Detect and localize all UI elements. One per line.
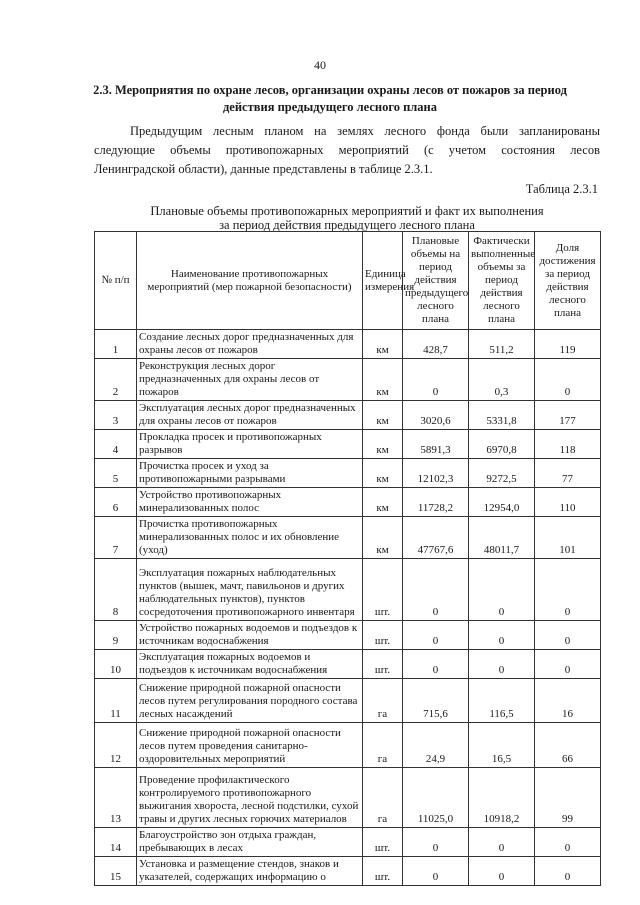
table-caption: [94, 204, 600, 232]
row-num: 10: [95, 650, 137, 679]
table-row: [95, 430, 601, 459]
header-name: Наименование противопожарных мероприятий (мер пожарной безопасности): [137, 232, 363, 330]
row-share: 110: [535, 488, 601, 517]
row-plan: 12102,3: [403, 459, 469, 488]
row-num: 8: [95, 559, 137, 621]
table-reference: Таблица 2.3.1: [525, 182, 598, 196]
row-name: Прочистка просек и уход за противопожарными разрывами: [137, 459, 363, 488]
row-plan: 0: [403, 857, 469, 886]
row-plan: 47767,6: [403, 517, 469, 559]
table-row: [95, 723, 601, 768]
row-unit: км: [363, 359, 403, 401]
row-unit: км: [363, 330, 403, 359]
row-name: Эксплуатация пожарных водоемов и подъездов к источникам водоснабжения: [137, 650, 363, 679]
row-name: Устройство пожарных водоемов и подъездов к источникам водоснабжения: [137, 621, 363, 650]
row-share: 0: [535, 359, 601, 401]
row-unit: км: [363, 488, 403, 517]
row-fact: 511,2: [469, 330, 535, 359]
table-row: [95, 828, 601, 857]
row-plan: 0: [403, 828, 469, 857]
table-row: [95, 768, 601, 828]
row-fact: 6970,8: [469, 430, 535, 459]
section-title: 2.3. Мероприятия по охране лесов, организации охраны лесов от пожаров за период действия предыдущего лесного плана: [93, 83, 567, 114]
row-name: Реконструкция лесных дорог предназначенных для охраны лесов от пожаров: [137, 359, 363, 401]
row-unit: км: [363, 517, 403, 559]
row-num: 4: [95, 430, 137, 459]
table-caption-line-2: за период действия предыдущего лесного плана: [219, 218, 475, 232]
row-num: 13: [95, 768, 137, 828]
table-row: [95, 857, 601, 886]
row-fact: 0: [469, 559, 535, 621]
row-name: Снижение природной пожарной опасности лесов путем проведения санитарно-оздоровительных мероприятий: [137, 723, 363, 768]
table-row: [95, 650, 601, 679]
row-share: 119: [535, 330, 601, 359]
row-unit: шт.: [363, 828, 403, 857]
row-name: Устройство противопожарных минерализованных полос: [137, 488, 363, 517]
row-num: 11: [95, 679, 137, 723]
table-row: [95, 488, 601, 517]
table-caption-line-1: Плановые объемы противопожарных мероприятий и факт их выполнения: [150, 204, 544, 218]
row-name: Проведение профилактического контролируемого противопожарного выжигания хвороста, лесной подстилки, сухой травы и других лесных горючих материалов: [137, 768, 363, 828]
row-fact: 5331,8: [469, 401, 535, 430]
row-plan: 0: [403, 621, 469, 650]
intro-text: Предыдущим лесным планом на землях лесного фонда были запланированы следующие объемы противопожарных мероприятий (с учетом состояния лесов Ленинградской области), данные представлены в таблице 2.3.1.: [94, 124, 600, 176]
row-num: 2: [95, 359, 137, 401]
row-num: 12: [95, 723, 137, 768]
table-row: [95, 330, 601, 359]
row-fact: 10918,2: [469, 768, 535, 828]
row-plan: 428,7: [403, 330, 469, 359]
row-num: 6: [95, 488, 137, 517]
row-fact: 0: [469, 621, 535, 650]
row-fact: 0: [469, 857, 535, 886]
row-share: 177: [535, 401, 601, 430]
row-share: 118: [535, 430, 601, 459]
table-row: [95, 559, 601, 621]
fire-measures-table: [94, 231, 601, 886]
row-share: 0: [535, 621, 601, 650]
row-share: 0: [535, 559, 601, 621]
row-share: 101: [535, 517, 601, 559]
row-plan: 11728,2: [403, 488, 469, 517]
row-share: 16: [535, 679, 601, 723]
row-name: Эксплуатация лесных дорог предназначенных для охраны лесов от пожаров: [137, 401, 363, 430]
row-num: 7: [95, 517, 137, 559]
row-fact: 16,5: [469, 723, 535, 768]
row-num: 1: [95, 330, 137, 359]
row-share: 0: [535, 828, 601, 857]
table-row: [95, 459, 601, 488]
table-row: [95, 679, 601, 723]
row-unit: км: [363, 401, 403, 430]
row-fact: 0: [469, 650, 535, 679]
table-body: [95, 330, 601, 886]
row-num: 5: [95, 459, 137, 488]
row-share: 99: [535, 768, 601, 828]
row-share: 77: [535, 459, 601, 488]
row-plan: 715,6: [403, 679, 469, 723]
row-unit: шт.: [363, 559, 403, 621]
intro-paragraph: [94, 122, 600, 179]
header-num: № п/п: [95, 232, 137, 330]
row-fact: 9272,5: [469, 459, 535, 488]
row-name: Эксплуатация пожарных наблюдательных пунктов (вышек, мачт, павильонов и других наблюдательных пунктов), пунктов сосредоточения противопожарного инвентаря: [137, 559, 363, 621]
row-name: Прокладка просек и противопожарных разрывов: [137, 430, 363, 459]
table-row: [95, 401, 601, 430]
row-unit: км: [363, 459, 403, 488]
table-row: [95, 621, 601, 650]
row-name: Прочистка противопожарных минерализованных полос и их обновление (уход): [137, 517, 363, 559]
table-header-row: [95, 232, 601, 330]
row-plan: 0: [403, 359, 469, 401]
row-name: Создание лесных дорог предназначенных для охраны лесов от пожаров: [137, 330, 363, 359]
page-number: 40: [314, 58, 326, 72]
row-fact: 0,3: [469, 359, 535, 401]
row-plan: 0: [403, 559, 469, 621]
row-name: Благоустройство зон отдыха граждан, пребывающих в лесах: [137, 828, 363, 857]
row-unit: га: [363, 679, 403, 723]
row-share: 0: [535, 857, 601, 886]
row-fact: 116,5: [469, 679, 535, 723]
row-fact: 0: [469, 828, 535, 857]
row-share: 66: [535, 723, 601, 768]
header-unit: Единица измерения: [363, 232, 403, 330]
row-fact: 48011,7: [469, 517, 535, 559]
header-plan: Плановые объемы на период действия предыдущего лесного плана: [403, 232, 469, 330]
header-share: Доля достижения за период действия лесного плана: [535, 232, 601, 330]
row-plan: 3020,6: [403, 401, 469, 430]
row-plan: 5891,3: [403, 430, 469, 459]
row-num: 9: [95, 621, 137, 650]
table-row: [95, 517, 601, 559]
row-unit: шт.: [363, 621, 403, 650]
row-plan: 0: [403, 650, 469, 679]
row-name: Снижение природной пожарной опасности лесов путем регулирования породного состава лесных насаждений: [137, 679, 363, 723]
row-name: Установка и размещение стендов, знаков и указателей, содержащих информацию о: [137, 857, 363, 886]
header-fact: Фактически выполненные объемы за период действия лесного плана: [469, 232, 535, 330]
row-unit: га: [363, 768, 403, 828]
row-unit: га: [363, 723, 403, 768]
table-row: [95, 359, 601, 401]
row-unit: шт.: [363, 857, 403, 886]
row-plan: 11025,0: [403, 768, 469, 828]
row-num: 15: [95, 857, 137, 886]
row-fact: 12954,0: [469, 488, 535, 517]
row-num: 3: [95, 401, 137, 430]
row-num: 14: [95, 828, 137, 857]
row-share: 0: [535, 650, 601, 679]
row-unit: шт.: [363, 650, 403, 679]
row-unit: км: [363, 430, 403, 459]
row-plan: 24,9: [403, 723, 469, 768]
